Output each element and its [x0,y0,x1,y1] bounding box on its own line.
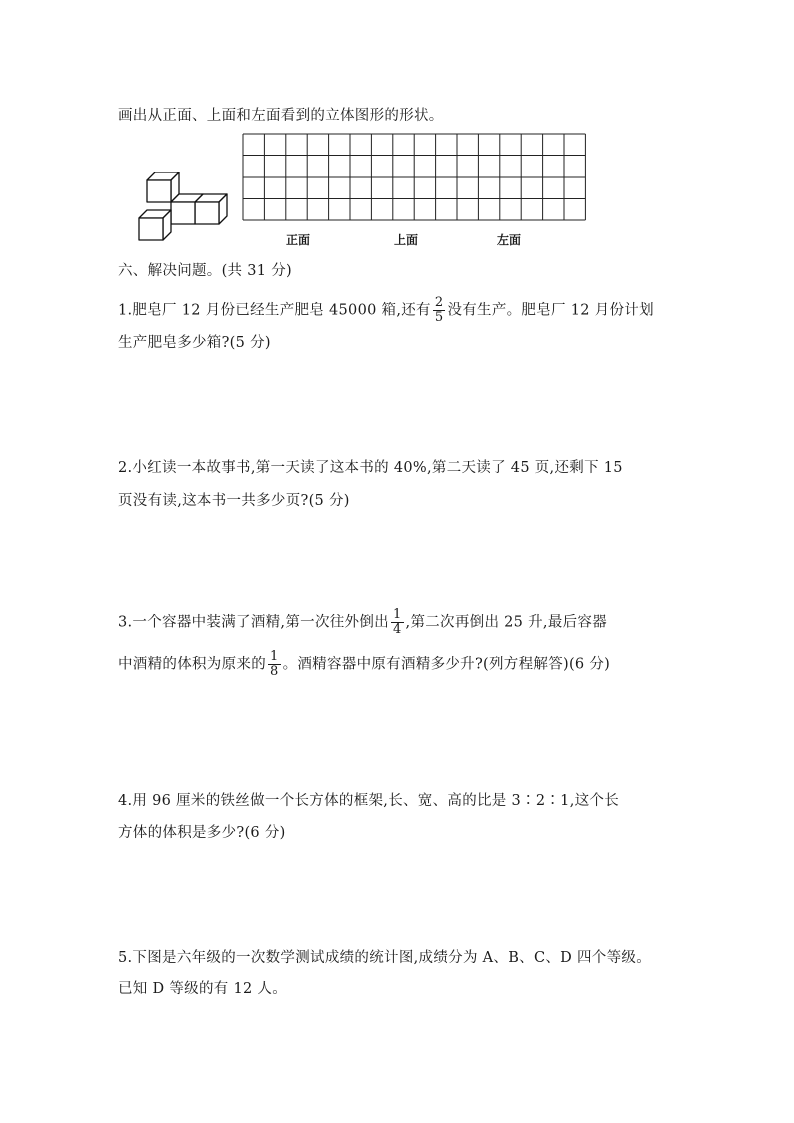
question-1-line-1 [118,296,654,325]
fraction-numerator: 2 [434,295,444,310]
question-2-line-1: 2.小红读一本故事书,第一天读了这本书的 40%,第二天读了 45 页,还剩下 15 [118,460,623,476]
fraction-two-fifths [433,296,446,325]
question-1-line-2: 生产肥皂多少箱?(5 分) [118,335,271,351]
fraction-one-quarter [391,608,404,637]
question-2-line-2: 页没有读,这本书一共多少页?(5 分) [118,493,350,509]
question-5-line-2: 已知 D 等级的有 12 人。 [118,981,288,997]
q3-text-c: 中酒精的体积为原来的 [118,656,266,673]
view-label-front: 正面 [286,233,311,247]
cube-figure [130,172,240,244]
q1-text-b: 没有生产。肥皂厂 12 月份计划 [447,302,654,319]
q1-text-a: 1.肥皂厂 12 月份已经生产肥皂 45000 箱,还有 [118,302,431,319]
question-3-line-2 [118,650,610,679]
drawing-grid[interactable] [242,133,586,223]
question-4-line-2: 方体的体积是多少?(6 分) [118,825,286,841]
question-3-line-1 [118,608,607,637]
fraction-denominator: 5 [434,310,444,325]
fraction-denominator: 4 [392,622,402,637]
fraction-numerator: 1 [270,649,279,664]
view-label-left: 左面 [497,233,522,247]
fraction-one-eighth [268,650,281,679]
q3-text-d: 。酒精容器中原有酒精多少升?(列方程解答)(6 分) [282,656,611,673]
drawing-instruction: 画出从正面、上面和左面看到的立体图形的形状。 [118,108,444,124]
fraction-numerator: 1 [392,607,402,622]
q3-text-a: 3.一个容器中装满了酒精,第一次往外倒出 [118,614,389,631]
fraction-denominator: 8 [270,664,279,679]
q3-text-b: ,第二次再倒出 25 升,最后容器 [405,614,608,631]
view-label-top: 上面 [394,233,419,247]
question-4-line-1: 4.用 96 厘米的铁丝做一个长方体的框架,长、宽、高的比是 3∶2∶1,这个长 [118,793,620,809]
section-title: 六、解决问题。(共 31 分) [118,263,292,279]
question-5-line-1: 5.下图是六年级的一次数学测试成绩的统计图,成绩分为 A、B、C、D 四个等级。 [118,950,652,966]
